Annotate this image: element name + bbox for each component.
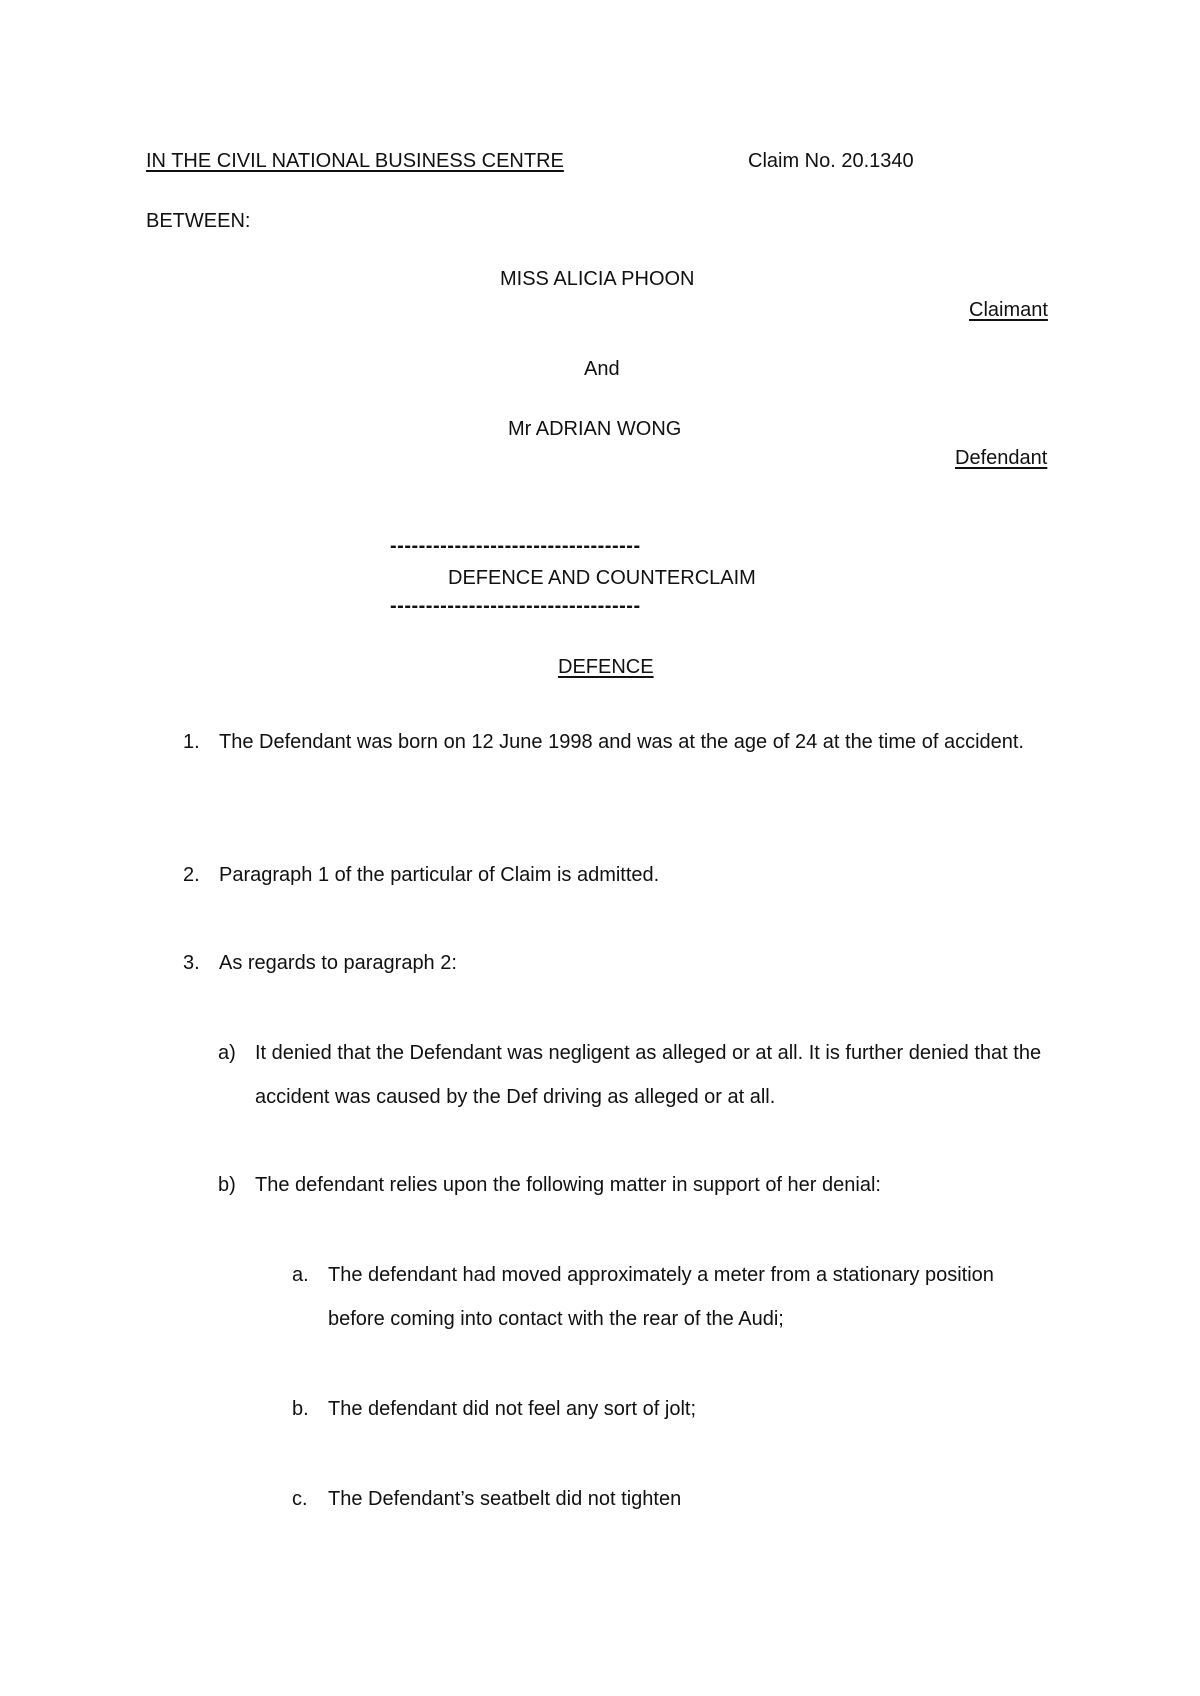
subparagraph-text: The defendant relies upon the following matter in support of her denial:: [255, 1174, 881, 1196]
subsubparagraph-text: The defendant had moved approximately a meter from a stationary position before coming into contact with the rear of the Audi;: [328, 1264, 994, 1330]
claimant-role: Claimant: [969, 299, 1048, 321]
between-label: BETWEEN:: [146, 210, 251, 232]
subparagraph-number: b): [218, 1174, 236, 1196]
paragraph-number: 3.: [183, 952, 200, 974]
subparagraph-number: a): [218, 1042, 236, 1064]
claimant-name: MISS ALICIA PHOON: [500, 268, 695, 290]
and-label: And: [584, 358, 620, 380]
subsubparagraph-number: c.: [292, 1488, 308, 1510]
title-rule-top: -----------------------------------: [390, 535, 641, 557]
subsubparagraph-text: The Defendant’s seatbelt did not tighten: [328, 1488, 682, 1510]
paragraph-text: The Defendant was born on 12 June 1998 and was at the age of 24 at the time of accident.: [219, 731, 1024, 753]
subsubparagraph-number: b.: [292, 1398, 309, 1420]
subparagraph-text: It denied that the Defendant was negligent as alleged or at all. It is further denied that the accident was caused by the Def driving as alleged or at all.: [255, 1042, 1042, 1108]
subsubparagraph-text: The defendant did not feel any sort of jolt;: [328, 1398, 697, 1420]
paragraph-number: 2.: [183, 864, 200, 886]
title-rule-bottom: -----------------------------------: [390, 595, 641, 617]
paragraph-text: Paragraph 1 of the particular of Claim is admitted.: [219, 864, 660, 886]
claim-number: Claim No. 20.1340: [748, 150, 914, 172]
court-heading: IN THE CIVIL NATIONAL BUSINESS CENTRE: [146, 150, 564, 172]
defendant-name: Mr ADRIAN WONG: [508, 418, 682, 440]
paragraph-number: 1.: [183, 731, 200, 753]
subsubparagraph-number: a.: [292, 1264, 309, 1286]
paragraph-text: As regards to paragraph 2:: [219, 952, 457, 974]
document-title: DEFENCE AND COUNTERCLAIM: [448, 567, 756, 589]
section-heading: DEFENCE: [558, 656, 654, 678]
defendant-role: Defendant: [955, 447, 1048, 469]
